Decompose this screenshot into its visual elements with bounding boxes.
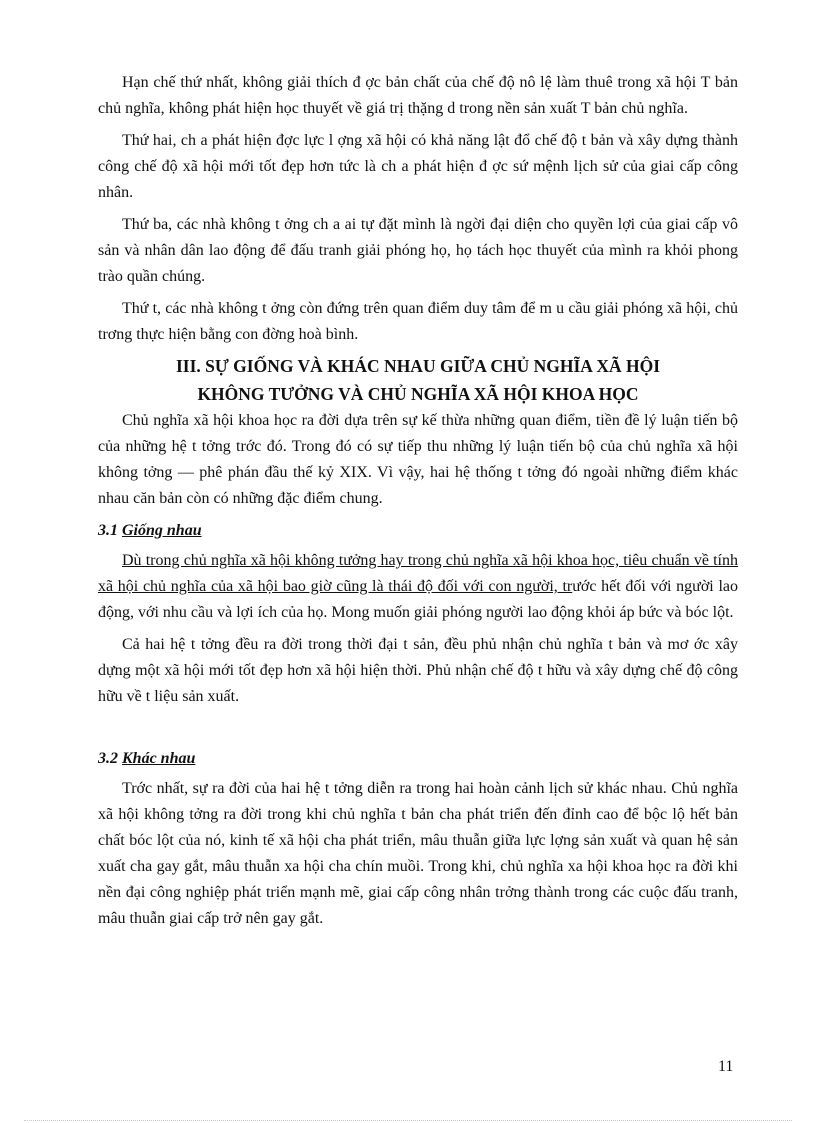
section-heading-line-1: III. SỰ GIỐNG VÀ KHÁC NHAU GIỮA CHỦ NGHĨA XÃ HỘI (175, 356, 661, 376)
subheading-title: Giống nhau (122, 522, 202, 539)
page-content (98, 70, 738, 932)
paragraph-similarity-1 (98, 548, 738, 626)
page-number: 11 (718, 1058, 734, 1075)
subheading-differences (98, 746, 738, 772)
paragraph-text: ước hết đối với người lao động, với nhu cầu và lợi ích của họ. Mong muốn giải phóng người lao động khỏi áp bức và bóc lột. (98, 578, 738, 621)
paragraph-intro: Chủ nghĩa xã hội khoa học ra đời dựa trên sự kế thừa những quan điểm, tiền đề lý luận tiến bộ của những hệ t tởng trớc đó. Trong đó có sự tiếp thu những lý luận tiến bộ của chủ nghĩa xã hội không tởng — phê phán đầu thế kỷ XIX. Vì vậy, hai hệ thống t tởng đó ngoài những điểm khác nhau căn bản còn có những đặc điểm chung. (98, 412, 738, 507)
subheading-similarities (98, 518, 738, 544)
underlined-text: Dù trong chủ nghĩa xã hội không tưởng hay trong chủ nghĩa xã hội khoa học, tiêu chuẩn về tính xã hội chủ nghĩa của xã hội bao giờ cũng là thái độ đối với con người, tr (98, 552, 738, 595)
paragraph-limitation-2: Thứ hai, ch a phát hiện đợc lực l ợng xã hội có khả năng lật đổ chế độ t bản và xây dựng thành công chế độ xã hội mới tốt đẹp hơn tức là ch a phát hiện đ ợc sứ mệnh lịch sử của giai cấp công nhân. (98, 132, 738, 201)
subheading-number: 3.2 (98, 750, 118, 767)
subheading-title: Khác nhau (122, 750, 196, 767)
section-heading-line-2: KHÔNG TƯỞNG VÀ CHỦ NGHĨA XÃ HỘI KHOA HỌC (197, 384, 639, 404)
paragraph-limitation-3: Thứ ba, các nhà không t ởng ch a ai tự đặt mình là ngời đại diện cho quyền lợi của giai cấp vô sản và nhân dân lao động để đấu tranh giải phóng họ, họ tách học thuyết của mình ra khỏi phong trào quần chúng. (98, 216, 738, 285)
subheading-number: 3.1 (98, 522, 118, 539)
paragraph-difference-1: Trớc nhất, sự ra đời của hai hệ t tởng diễn ra trong hai hoàn cảnh lịch sử khác nhau. Chủ nghĩa xã hội không tởng ra đời trong khi chủ nghĩa t bản cha phát triển đến đỉnh cao để bộc lộ hết bản chất bóc lột của nó, kinh tế xã hội cha phát triển, mâu thuẫn giữa lực lợng sản xuất và quan hệ sản xuất cha gay gắt, mâu thuẫn xa hội cha chín muồi. Trong khi, chủ nghĩa xa hội khoa học ra đời khi nền đại công nghiệp phát triển mạnh mẽ, giai cấp công nhân trởng thành trong các cuộc đấu tranh, mâu thuẫn giai cấp trở nên gay gắt. (98, 780, 738, 927)
paragraph-limitation-4: Thứ t, các nhà không t ởng còn đứng trên quan điểm duy tâm để m u cầu giải phóng xã hội, chủ trơng thực hiện bằng con đờng hoà bình. (98, 300, 738, 343)
footer-divider (24, 1120, 792, 1121)
paragraph-similarity-2: Cả hai hệ t tởng đều ra đời trong thời đại t sản, đều phủ nhận chủ nghĩa t bản và mơ ớc xây dựng một xã hội mới tốt đẹp hơn xã hội hiện thời. Phủ nhận chế độ t hữu và xây dựng chế độ công hữu về t liệu sản xuất. (98, 636, 738, 705)
paragraph-limitation-1: Hạn chế thứ nhất, không giải thích đ ợc bản chất của chế độ nô lệ làm thuê trong xã hội T bản chủ nghĩa, không phát hiện học thuyết về giá trị thặng d trong nền sản xuất T bản chủ nghĩa. (98, 74, 738, 117)
